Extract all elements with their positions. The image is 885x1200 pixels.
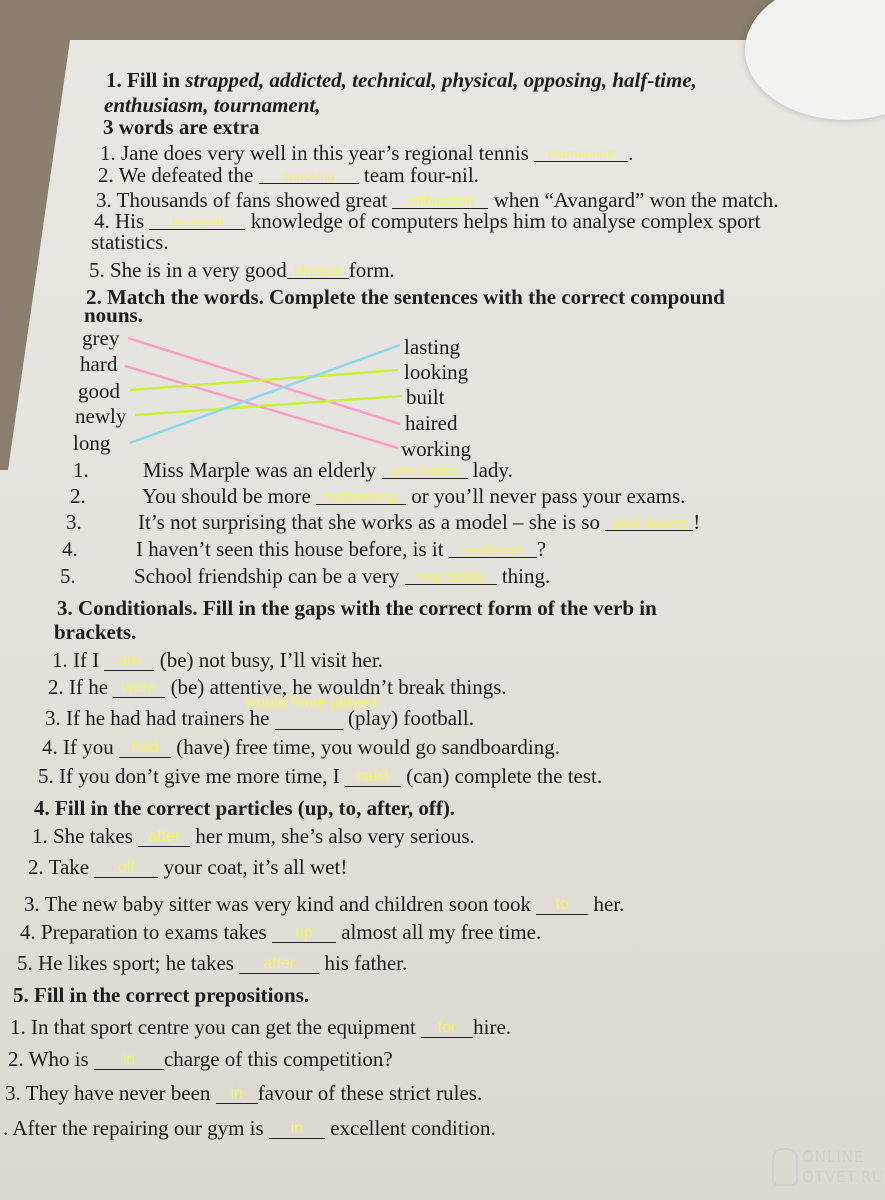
ex5-i3-end: favour of these strict rules. (257, 1081, 483, 1105)
ex2-s4-end: ? (536, 537, 547, 561)
ex3-i4-text: 4. If you (42, 735, 114, 759)
ex2-sentence-4 (62, 539, 546, 560)
ex3-answer-3: would have played (244, 694, 378, 711)
ex1-s4-end: knowledge of computers helps him to analyse complex sport (250, 209, 761, 233)
ex1-s5-end: form. (348, 258, 395, 282)
ex3-item-3 (45, 694, 474, 730)
ex1-answer-1[interactable]: tournament (534, 147, 628, 162)
ex5-title: 5. Fill in the correct prepositions. (13, 983, 310, 1007)
ex2-s3-number: 3. (66, 510, 82, 534)
ex3-item-1 (52, 650, 383, 671)
ex2-answer-4[interactable]: newly-built (449, 543, 537, 558)
ex4-i4-text: 4. Preparation to exams takes (20, 920, 267, 944)
ex5-answer-3[interactable]: in (216, 1085, 258, 1104)
lightbulb-icon (772, 1148, 798, 1186)
ex4-i1-end: her mum, she’s also very serious. (195, 824, 475, 848)
ex2-s1-text: Miss Marple was an elderly (143, 458, 377, 482)
watermark-line1: ONLINE (802, 1148, 865, 1166)
ex4-answer-3[interactable]: to (536, 896, 588, 915)
ex2-answer-1[interactable]: grey-haired (382, 464, 468, 479)
ex1-s4-text: 4. His (94, 209, 145, 233)
ex2-s3-text: It’s not surprising that she works as a model – she is so (138, 510, 600, 534)
ex2-s2-text: You should be more (142, 484, 311, 508)
ex5-item-4 (3, 1118, 496, 1139)
ex4-item-1 (32, 826, 475, 847)
ex5-item-1 (10, 1017, 511, 1038)
ex1-s3-end: when “Avangard” won the match. (493, 188, 779, 212)
ex3-i2-text: 2. If he (48, 675, 109, 699)
ex4-i2-end: your coat, it’s all wet! (163, 855, 348, 879)
left-word-grey: grey (82, 326, 120, 350)
ex2-sentence-1 (73, 460, 513, 481)
right-word-built: built (406, 385, 445, 409)
ex2-sentence-3 (66, 512, 700, 533)
ex2-s5-end: thing. (501, 564, 551, 588)
ex1-s1-end: . (628, 141, 634, 165)
match-line-long-lasting (130, 345, 400, 443)
ex4-answer-5[interactable]: after (239, 955, 319, 974)
ex2-answer-3[interactable]: good-looking (605, 516, 693, 531)
right-word-haired: haired (405, 411, 458, 435)
ex1-s5-text: 5. She is in a very good (89, 258, 287, 282)
ex3-answer-1[interactable]: am (104, 652, 154, 671)
ex2-s2-end: or you’ll never pass your exams. (411, 484, 686, 508)
ex5-answer-1[interactable]: for (421, 1019, 473, 1038)
ex4-i2-text: 2. Take (28, 855, 90, 879)
ex3-item-5 (38, 766, 602, 787)
ex1-title: 1. Fill in (106, 68, 181, 92)
ex1-answer-2[interactable]: opposing (259, 169, 359, 184)
left-word-hard: hard (80, 352, 118, 376)
ex3-i4-end: (have) free time, you would go sandboarding. (176, 735, 560, 759)
left-word-good: good (78, 379, 120, 403)
ex5-i1-end: hire. (473, 1015, 512, 1039)
ex5-i4-text: . After the repairing our gym is (3, 1116, 264, 1140)
left-word-newly: newly (75, 404, 127, 428)
ex4-answer-4[interactable]: up (272, 924, 336, 943)
ex1-answer-5[interactable]: physical (287, 264, 349, 279)
ex5-answer-2[interactable]: in (94, 1051, 164, 1070)
ex3-i2-end: (be) attentive, he wouldn’t break things. (170, 675, 507, 699)
ex3-item-4 (42, 737, 560, 758)
ex5-i2-text: 2. Who is (8, 1047, 89, 1071)
ex1-s4-continued: statistics. (91, 230, 169, 254)
ex4-i5-end: his father. (324, 951, 408, 975)
ex5-item-3 (5, 1083, 482, 1104)
ex2-title2: nouns. (84, 303, 143, 327)
ex4-item-4 (20, 922, 541, 943)
ex2-s1-end: lady. (472, 458, 513, 482)
ex5-i2-end: charge of this competition? (163, 1047, 393, 1071)
ex1-s1-text: 1. Jane does very well in this year’s regional tennis (100, 141, 529, 165)
ex4-answer-1[interactable]: after (138, 828, 190, 847)
ex3-i5-text: 5. If you don’t give me more time, I (38, 764, 340, 788)
ex1-s2-text: 2. We defeated the (98, 163, 254, 187)
ex3-answer-3-blank[interactable] (244, 694, 378, 730)
ex4-answer-2[interactable]: off (94, 859, 158, 878)
watermark-line2: OTVET.RU (802, 1168, 885, 1186)
ex2-s1-number: 1. (73, 458, 89, 482)
ex1-note: 3 words are extra (103, 115, 260, 139)
ex2-s4-text: I haven’t seen this house before, is it (136, 537, 444, 561)
ex2-answer-2[interactable]: hardworking (316, 490, 406, 505)
ex3-i3-text: 3. If he had had trainers he (45, 706, 270, 730)
ex1-words2: enthusiasm, tournament, (104, 93, 321, 117)
ex2-answer-5[interactable]: long-lasting (405, 570, 497, 585)
ex2-sentence-2 (70, 486, 685, 507)
ex1-s2-end: team four-nil. (363, 163, 479, 187)
ex2-s4-number: 4. (62, 537, 78, 561)
ex2-title: 2. Match the words. Complete the sentences with the correct compound (86, 285, 725, 309)
ex5-i1-text: 1. In that sport centre you can get the equipment (10, 1015, 416, 1039)
ex1-answer-3[interactable]: enthusiasm (392, 194, 488, 209)
ex1-s3-text: 3. Thousands of fans showed great (96, 188, 388, 212)
left-word-long: long (73, 431, 111, 455)
ex3-answer-4[interactable]: had (119, 739, 171, 758)
ex4-i4-end: almost all my free time. (341, 920, 542, 944)
ex3-answer-5[interactable]: can't (345, 768, 401, 787)
ex4-item-5 (17, 953, 407, 974)
ex1-answer-4[interactable]: technical (149, 215, 245, 230)
ex3-answer-2[interactable]: were (113, 679, 165, 698)
ex4-i1-text: 1. She takes (32, 824, 133, 848)
right-word-working: working (401, 437, 471, 461)
ex3-i1-text: 1. If I (52, 648, 100, 672)
ex4-i5-text: 5. He likes sport; he takes (17, 951, 234, 975)
ex3-i3-end: (play) football. (348, 706, 474, 730)
ex4-i3-text: 3. The new baby sitter was very kind and children soon took (24, 892, 532, 916)
ex2-s5-number: 5. (60, 564, 76, 588)
watermark-logo (772, 1146, 885, 1192)
ex5-answer-4[interactable]: in (269, 1120, 325, 1139)
ex5-i4-end: excellent condition. (330, 1116, 496, 1140)
ex3-title: 3. Conditionals. Fill in the gaps with the correct form of the verb in (57, 596, 657, 620)
ex4-item-2 (28, 857, 347, 878)
ex2-s3-end: ! (693, 510, 701, 534)
ex2-sentence-5 (60, 566, 550, 587)
ex5-item-2 (8, 1049, 393, 1070)
ex2-s2-number: 2. (70, 484, 86, 508)
ex3-i1-end: (be) not busy, I’ll visit her. (159, 648, 383, 672)
right-word-looking: looking (404, 360, 469, 384)
right-word-lasting: lasting (404, 335, 460, 359)
ex5-i3-text: 3. They have never been (5, 1081, 211, 1105)
ex3-i5-end: (can) complete the test. (406, 764, 603, 788)
ex2-s5-text: School friendship can be a very (134, 564, 400, 588)
ex4-item-3 (24, 894, 624, 915)
ex4-i3-end: her. (593, 892, 625, 916)
ex4-title: 4. Fill in the correct particles (up, to, after, off). (34, 796, 456, 820)
ex3-title2: brackets. (54, 620, 137, 644)
ex1-words: strapped, addicted, technical, physical, opposing, half-time, (185, 68, 697, 92)
